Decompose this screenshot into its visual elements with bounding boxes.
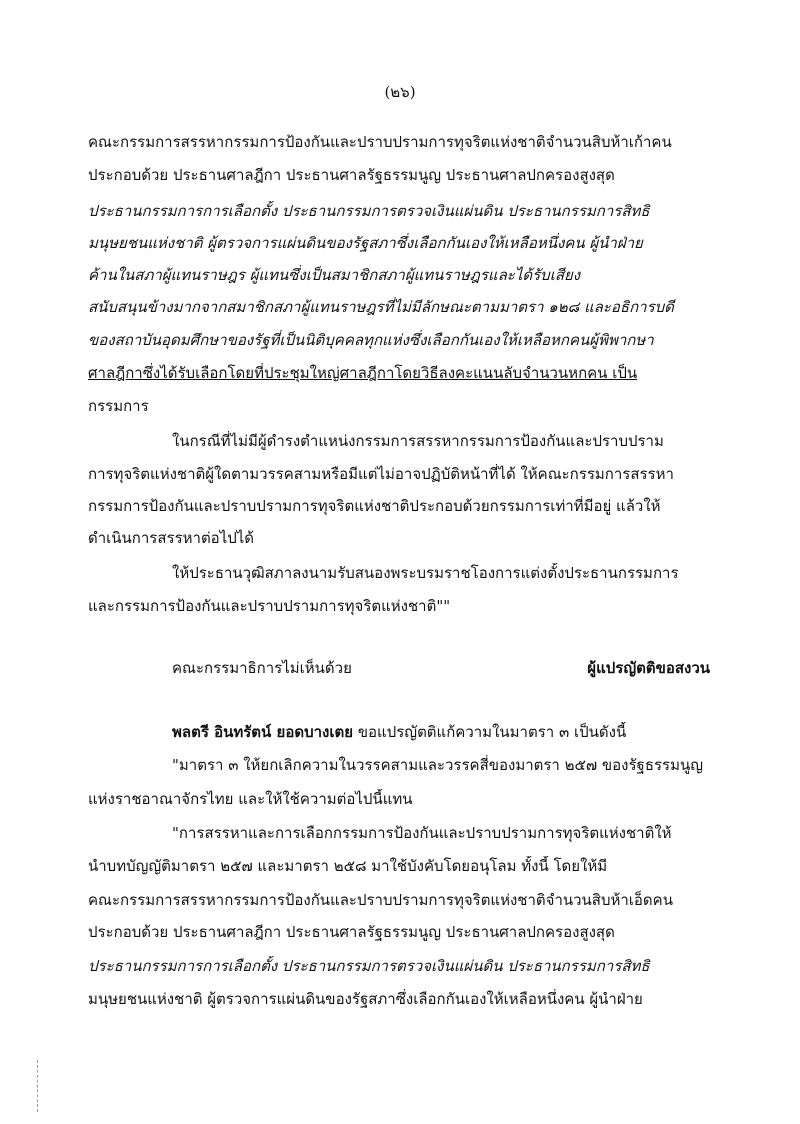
text-line-italic: มนุษยชนแห่งชาติ ผู้ตรวจการแผ่นดินของรัฐสภาซึ่งเลือกกันเองให้เหลือหนึ่งคน ผู้นำฝ่าย [88,234,643,252]
page-number: (๒๖) [384,83,416,101]
text-line-underlined: ศาลฎีกาซึ่งได้รับเลือกโดยที่ประชุมใหญ่ศาลฎีกาโดยวิธีลงคะแนนลับจำนวนหกคน เป็น [88,364,638,382]
text-line: ในกรณีที่ไม่มีผู้ดำรงตำแหน่งกรรมการสรรหากรรมการป้องกันและปราบปราม [172,432,664,450]
committee-note: คณะกรรมาธิการไม่เห็นด้วย [172,659,352,677]
text-line: และกรรมการป้องกันและปราบปรามการทุจริตแห่งชาติ"" [88,597,451,615]
text-line: การทุจริตแห่งชาติผู้ใดตามวรรคสามหรือมีแต่ไม่อาจปฏิบัติหน้าที่ได้ ให้คณะกรรมการสรรหา [88,465,674,483]
amender-line [172,722,710,742]
text-line: นำบทบัญญัติมาตรา ๒๕๗ และมาตรา ๒๕๘ มาใช้บังคับโดยอนุโลม ทั้งนี้ โดยให้มี [88,857,608,875]
amender-text: ขอแปรญัตติแก้ความในมาตรา ๓ เป็นดังนี้ [357,723,627,741]
text-line: กรรมการ [88,397,149,415]
text-line: "มาตรา ๓ ให้ยกเลิกความในวรรคสามและวรรคสี่ของมาตรา ๒๕๗ ของรัฐธรรมนูญ [172,756,704,774]
text-line: "การสรรหาและการเลือกกรรมการป้องกันและปราบปรามการทุจริตแห่งชาติให้ [172,824,672,842]
text-line: ดำเนินการสรรหาต่อไปได้ [88,529,255,547]
scan-margin-mark [37,1060,39,1112]
text-line: กรรมการป้องกันและปราบปรามการทุจริตแห่งชาติประกอบด้วยกรรมการเท่าที่มีอยู่ แล้วให้ [88,497,661,515]
text-line-italic: ค้านในสภาผู้แทนราษฎร ผู้แทนซึ่งเป็นสมาชิกสภาผู้แทนราษฎรและได้รับเสียง [88,266,581,284]
text-line: ประกอบด้วย ประธานศาลฎีกา ประธานศาลรัฐธรรมนูญ ประธานศาลปกครองสูงสุด [88,166,615,184]
amender-name: พลตรี อินทรัตน์ ยอดบางเตย [172,723,353,741]
text-line: ให้ประธานวุฒิสภาลงนามรับสนองพระบรมราชโองการแต่งตั้งประธานกรรมการ [172,564,679,582]
text-line-italic: สนับสนุนข้างมากจากสมาชิกสภาผู้แทนราษฎรที่ไม่มีลักษณะตามมาตรา ๑๒๘ และอธิการบดี [88,298,674,316]
text-line: คณะกรรมการสรรหากรรมการป้องกันและปราบปรามการทุจริตแห่งชาติจำนวนสิบห้าเก้าคน [88,133,672,151]
text-line: คณะกรรมการสรรหากรรมการป้องกันและปราบปรามการทุจริตแห่งชาติจำนวนสิบห้าเอ็ดคน [88,891,673,909]
reservation-label: ผู้แปรญัตติขอสงวน [587,659,710,677]
text-line: แห่งราชอาณาจักรไทย และให้ใช้ความต่อไปนี้แทน [88,790,413,808]
text-line-italic: ของสถาบันอุดมศึกษาของรัฐที่เป็นนิติบุคคลทุกแห่งซึ่งเลือกกันเองให้เหลือหกคนผู้พิพากษา [88,331,654,349]
text-line-italic: ประธานกรรมการการเลือกตั้ง ประธานกรรมการตรวจเงินแผ่นดิน ประธานกรรมการสิทธิ [88,202,650,220]
text-line: มนุษยชนแห่งชาติ ผู้ตรวจการแผ่นดินของรัฐสภาซึ่งเลือกกันเองให้เหลือหนึ่งคน ผู้นำฝ่าย [88,990,643,1008]
text-line: ประกอบด้วย ประธานศาลฎีกา ประธานศาลรัฐธรรมนูญ ประธานศาลปกครองสูงสุด [88,923,615,941]
text-line-italic: ประธานกรรมการการเลือกตั้ง ประธานกรรมการตรวจเงินแผ่นดิน ประธานกรรมการสิทธิ [88,957,650,975]
